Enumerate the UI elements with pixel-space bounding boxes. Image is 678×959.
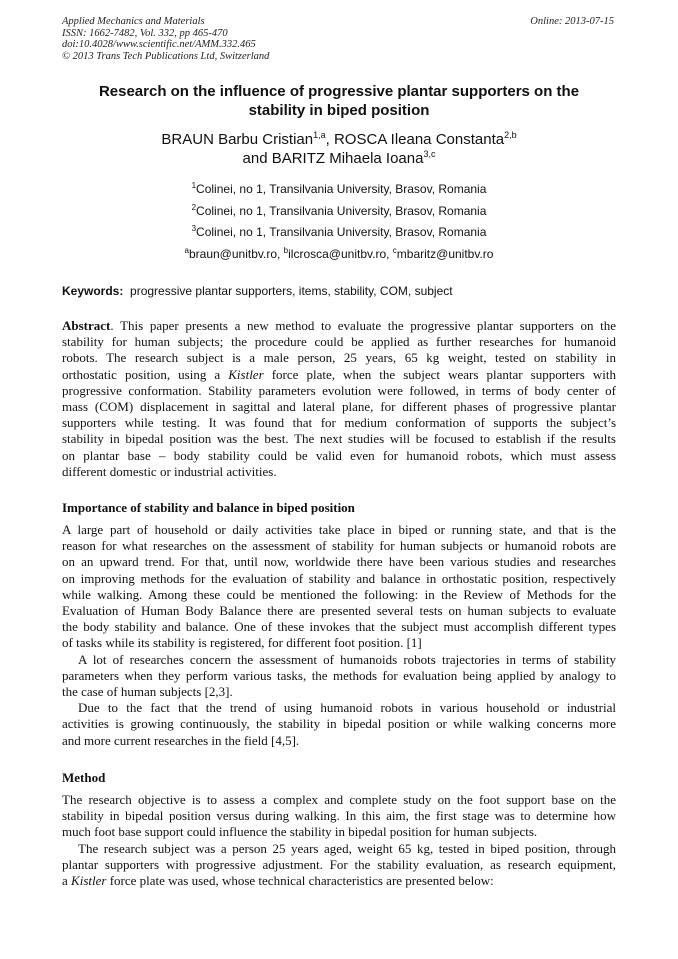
author-2-sup: 2,b [504, 130, 517, 140]
abstract-line: orthostatic position, using a Kistler force plate, when the subject wears plantar supporters with [62, 366, 616, 382]
paragraph-line: activities is growing continuously, the stability in bipedal position or while walking concerns more [62, 716, 616, 732]
author-list [62, 130, 616, 168]
author-3-sup: 3,c [423, 149, 436, 159]
paragraph-line: while walking. Among these could be mentioned the following: in the Review of Methods for the [62, 586, 616, 602]
abstract-line: mass (COM) displacement in sagittal and lateral plane, for different phases of progressive plantar [62, 399, 616, 415]
online-date: Online: 2013-07-15 [530, 16, 614, 27]
email-c[interactable]: mbaritz@unitbv.ro [396, 247, 494, 261]
email-c-sup: c [392, 246, 397, 255]
paragraph-line: plantar supporters with progressive adjustment. For the stability evaluation, as research equipment, [62, 856, 616, 872]
keywords-text: progressive plantar supporters, items, stability, COM, subject [130, 284, 453, 298]
affiliation-3-sup: 3 [191, 224, 197, 233]
doi-line: doi:10.4028/www.scientific.net/AMM.332.465 [62, 39, 256, 50]
affiliation-1-sup: 1 [191, 181, 197, 190]
title-line-1: Research on the influence of progressive plantar supporters on the [98, 83, 580, 100]
paragraph-line: and more current researches in the field [4,5]. [62, 732, 300, 748]
email-b[interactable]: ilcrosca@unitbv.ro, [288, 247, 393, 261]
abstract-line: different domestic or industrial activities. [62, 463, 277, 479]
authors-line-2 [62, 149, 616, 168]
affiliation-3-text: Colinei, no 1, Transilvania University, Brasov, Romania [196, 225, 487, 239]
paragraph-line: on improving methods for the evaluation of stability and balance in orthostatic position, respectively [62, 570, 616, 586]
journal-name: Applied Mechanics and Materials [62, 16, 205, 27]
authors-line-1 [62, 130, 616, 149]
paragraph-line: of tasks while its stability is registered, for different foot position. [1] [62, 635, 422, 651]
abstract [62, 318, 616, 480]
abstract-line: stability for human subjects; the procedure could be applied as further researches for humanoid [62, 334, 616, 350]
author-1-sup: 1,a [313, 130, 326, 140]
section-importance-body [62, 522, 616, 749]
affiliation-2-sup: 2 [191, 203, 197, 212]
affiliation-1-text: Colinei, no 1, Transilvania University, Brasov, Romania [196, 182, 487, 196]
abstract-line: supporters while testing. It was found that for medium conformation of supports the subject’s [62, 415, 616, 431]
keywords-label: Keywords: [62, 284, 124, 298]
email-a-sup: a [184, 246, 189, 255]
keywords [62, 284, 616, 298]
email-b-sup: b [283, 246, 289, 255]
paragraph-line: Due to the fact that the trend of using humanoid robots in various household or industrial [78, 700, 616, 716]
paragraph-line: The research subject was a person 25 years aged, weight 65 kg, tested in biped position, through [78, 840, 616, 856]
section-heading-method: Method [62, 770, 106, 785]
abstract-line: Abstract. This paper presents a new method to evaluate the progressive plantar supporters on the [62, 318, 616, 333]
affiliation-2 [62, 204, 616, 218]
paragraph-line: much foot base support could influence the stability in bipedal position for human subjects. [62, 824, 538, 840]
paragraph-line: A large part of household or daily activities take place in biped or running state, and that is the [62, 522, 616, 537]
paragraph-line: reason for what researches on the assessment of stability for human subjects or humanoid robots are [62, 538, 616, 554]
affiliation-2-text: Colinei, no 1, Transilvania University, Brasov, Romania [196, 204, 487, 218]
author-2: , ROSCA Ileana Constanta [325, 131, 505, 148]
paragraph-line: The research objective is to assess a complex and complete study on the foot support base on the [62, 792, 616, 807]
paragraph-line: A lot of researches concern the assessment of humanoids robots trajectories in terms of stability [78, 651, 616, 667]
section-method-body [62, 792, 616, 889]
abstract-label: Abstract [62, 318, 111, 333]
abstract-line: robots. The research subject is a male person, 25 years, 65 kg weight, tested on stability in [62, 350, 616, 366]
affiliation-1 [62, 182, 616, 196]
paragraph-line: stability in bipedal position versus during walking. In this aim, the first stage was to determine how [62, 808, 616, 824]
paragraph-line: on an upward trend. For that, until now, worldwide there have been various studies and researches [62, 554, 616, 570]
paragraph-line: parameters when they perform various tasks, the methods for evaluation being applied by analogy to [62, 667, 616, 683]
title-line-2: stability in biped position [248, 102, 430, 119]
journal-header [62, 16, 269, 62]
paragraph-line: a Kistler force plate was used, whose technical characteristics are presented below: [62, 873, 494, 889]
abstract-line: stability in bipedal position was the best. The next studies will be focused to establish if the results [62, 431, 616, 447]
email-a[interactable]: braun@unitbv.ro, [188, 247, 284, 261]
section-heading-importance: Importance of stability and balance in biped position [62, 500, 355, 515]
copyright-line: © 2013 Trans Tech Publications Ltd, Switzerland [62, 50, 270, 62]
abstract-line: on plantar base – body stability could be valid even for humanoid robots, which must assess [62, 447, 616, 463]
paragraph-line: the body stability and balance. One of these invokes that the subject must accomplish different types [62, 619, 616, 635]
paragraph-line: Evaluation of Human Body Balance there are presented several tests on human subjects to evaluate [62, 603, 616, 619]
paper-title [62, 82, 616, 120]
issn-line: ISSN: 1662-7482, Vol. 332, pp 465-470 [62, 27, 228, 39]
paragraph-line: the case of human subjects [2,3]. [62, 684, 233, 700]
abstract-line: progressive conformation. Stability parameters evolution were followed, in terms of body center of [62, 382, 616, 398]
affiliation-3 [62, 225, 616, 239]
kistler-term: Kistler [71, 873, 107, 889]
email-line [62, 247, 616, 261]
kistler-term: Kistler [228, 366, 264, 382]
author-3: and BARITZ Mihaela Ioana [242, 150, 424, 167]
author-1: BRAUN Barbu Cristian [161, 131, 314, 148]
